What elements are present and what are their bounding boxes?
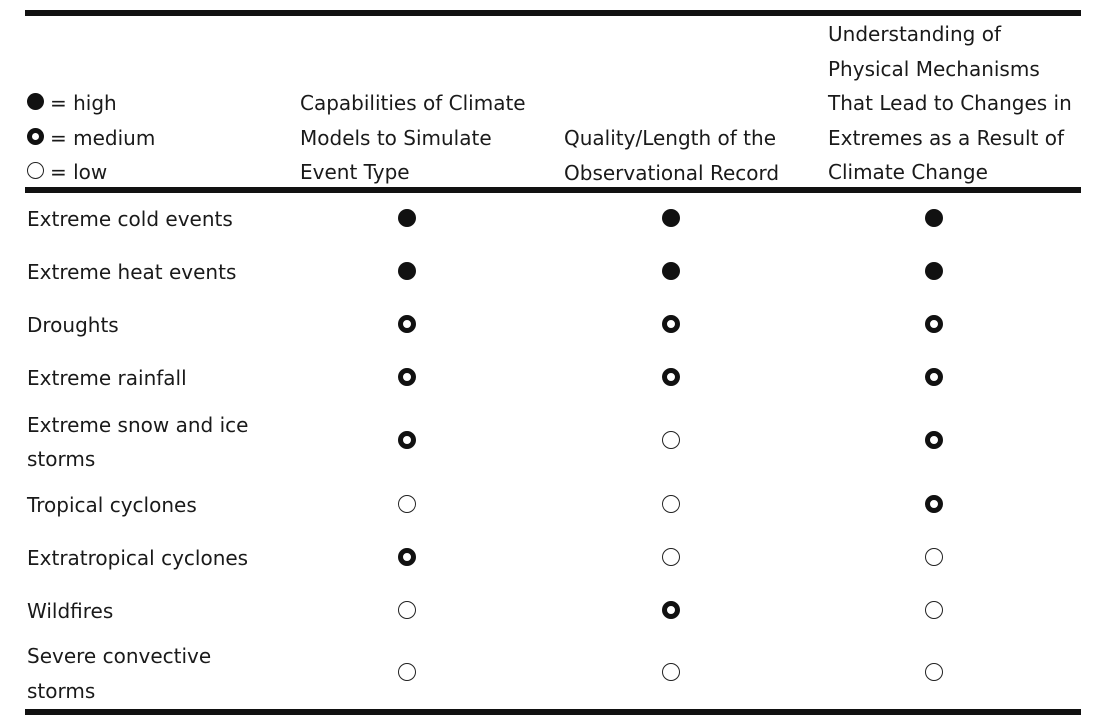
header-physical-mechanisms — [828, 17, 1088, 190]
medium-ring-icon — [398, 315, 416, 333]
rating-cell — [398, 431, 416, 453]
rating-cell — [925, 495, 943, 517]
low-circle-icon — [662, 548, 680, 566]
rating-cell — [925, 209, 943, 231]
rating-cell — [662, 548, 680, 570]
rating-cell — [662, 663, 680, 685]
event-type-label — [25, 408, 297, 477]
high-dot-icon — [398, 262, 416, 280]
event-type-label-line: Extreme heat events — [27, 260, 237, 285]
event-type-label — [25, 202, 297, 237]
rating-cell — [925, 548, 943, 570]
event-type-label-line: Extreme snow and ice — [27, 412, 249, 437]
low-circle-icon — [925, 548, 943, 566]
low-circle-icon — [662, 431, 680, 449]
rating-cell — [662, 431, 680, 453]
rating-cell — [925, 262, 943, 284]
rating-cell — [662, 209, 680, 231]
medium-ring-icon — [398, 548, 416, 566]
header-line: Event Type — [300, 160, 410, 184]
header-line: Climate Change — [828, 160, 988, 184]
header-line: Quality/Length of the — [564, 126, 777, 150]
rating-cell — [398, 663, 416, 685]
table-row — [25, 532, 1081, 585]
low-circle-icon — [398, 663, 416, 681]
legend-medium — [27, 121, 287, 156]
rating-cell — [925, 368, 943, 390]
rating-cell — [398, 262, 416, 284]
medium-ring-icon — [398, 431, 416, 449]
medium-ring-icon — [925, 495, 943, 513]
rating-cell — [925, 315, 943, 337]
rating-cell — [398, 315, 416, 337]
table-row — [25, 352, 1081, 405]
low-circle-icon — [925, 601, 943, 619]
table-row — [25, 193, 1081, 246]
rating-cell — [662, 601, 680, 623]
rating-cell — [398, 209, 416, 231]
event-type-label — [25, 361, 297, 396]
event-type-label-line: storms — [27, 447, 96, 471]
rating-cell — [925, 431, 943, 453]
legend-low — [27, 155, 287, 190]
medium-ring-icon — [662, 315, 680, 333]
high-dot-icon — [662, 262, 680, 280]
rating-cell — [398, 548, 416, 570]
header-line: Extremes as a Result of — [828, 125, 1065, 150]
high-dot-icon — [662, 209, 680, 227]
table-bottom-rule — [25, 709, 1081, 715]
event-type-label-line: Extreme rainfall — [27, 366, 187, 391]
event-type-label — [25, 255, 297, 290]
medium-ring-icon — [925, 431, 943, 449]
legend-high — [27, 86, 287, 121]
header-line: Understanding of — [828, 22, 1001, 46]
legend-medium-label: = medium — [50, 125, 156, 150]
event-type-label-line: Tropical cyclones — [27, 493, 197, 518]
high-dot-icon — [925, 209, 943, 227]
event-type-label-line: Extratropical cyclones — [27, 546, 249, 571]
event-type-label-line: Wildfires — [27, 599, 114, 624]
table-row — [25, 299, 1081, 352]
table-row — [25, 638, 1081, 709]
table-row — [25, 479, 1081, 532]
event-type-label-line: storms — [27, 678, 96, 703]
table-row — [25, 246, 1081, 299]
low-circle-icon — [662, 495, 680, 513]
rating-cell — [662, 262, 680, 284]
event-type-label — [25, 639, 297, 708]
rating-cell — [398, 368, 416, 390]
header-line: That Lead to Changes in — [828, 91, 1072, 115]
high-dot-icon — [398, 209, 416, 227]
legend-high-label: = high — [50, 91, 117, 115]
rating-cell — [662, 368, 680, 390]
medium-ring-icon — [925, 315, 943, 333]
rating-cell — [398, 495, 416, 517]
header-line: Observational Record — [564, 160, 780, 185]
rating-cell — [662, 495, 680, 517]
header-line: Physical Mechanisms — [828, 56, 1040, 81]
medium-ring-icon — [925, 368, 943, 386]
rating-cell — [925, 663, 943, 685]
low-circle-icon — [662, 663, 680, 681]
medium-ring-icon — [662, 368, 680, 386]
event-type-label-line: Extreme cold events — [27, 207, 233, 232]
header-line: Capabilities of Climate — [300, 91, 526, 115]
header-model-capabilities — [300, 86, 560, 190]
rating-cell — [662, 315, 680, 337]
event-type-label — [25, 594, 297, 629]
rating-cell — [398, 601, 416, 623]
low-circle-icon — [398, 601, 416, 619]
legend-low-label: = low — [50, 160, 108, 184]
table-row — [25, 405, 1081, 479]
event-type-label — [25, 541, 297, 576]
legend — [27, 86, 287, 190]
event-type-label — [25, 488, 297, 523]
table-row — [25, 585, 1081, 638]
header-line: Models to Simulate — [300, 125, 492, 150]
table-top-rule — [25, 10, 1081, 16]
high-dot-icon — [27, 86, 44, 121]
event-type-label-line: Severe convective — [27, 644, 212, 668]
low-circle-icon — [925, 663, 943, 681]
low-circle-icon — [398, 495, 416, 513]
medium-ring-icon — [662, 601, 680, 619]
rating-cell — [925, 601, 943, 623]
high-dot-icon — [925, 262, 943, 280]
event-type-label — [25, 308, 297, 343]
header-observational-record — [564, 121, 824, 190]
medium-ring-icon — [27, 121, 44, 156]
event-type-label-line: Droughts — [27, 313, 119, 338]
medium-ring-icon — [398, 368, 416, 386]
low-circle-icon — [27, 155, 44, 190]
